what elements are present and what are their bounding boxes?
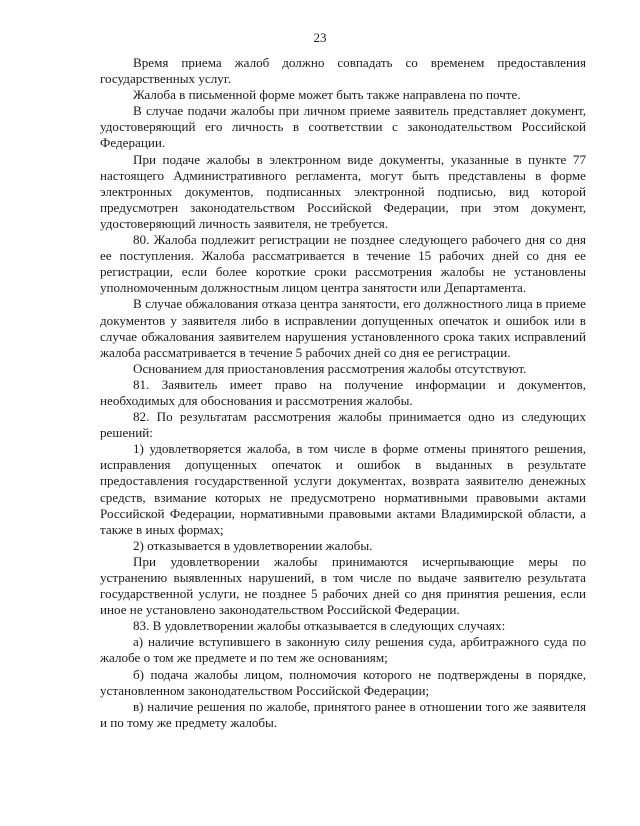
paragraph-decision-1: 1) удовлетворяется жалоба, в том числе в форме отмены принятого решения, исправления допущенных опечаток и ошибок в выданных в результате предоставления государственной услуги документах, возврата заявителю денежных средств, взимание которых не предусмотрено нормативными правовыми актами Российской Федерации, нормативными правовыми актами Владимирской области, а также в иных формах; <box>100 441 586 537</box>
paragraph-decision-2: 2) отказывается в удовлетворении жалобы. <box>133 537 373 553</box>
paragraph-clause-81: 81. Заявитель имеет право на получение информации и документов, необходимых для обоснования и рассмотрения жалобы. <box>100 376 586 408</box>
paragraph-satisfaction-measures: При удовлетворении жалобы принимаются исчерпывающие меры по устранению выявленных нарушений, в том числе по выдаче заявителю результата государственной услуги, не позднее 5 рабочих дней со дня принятия решения, если иное не установлено законодательством Российской Федерации. <box>100 553 586 618</box>
paragraph-clause-83: 83. В удовлетворении жалобы отказывается в следующих случаях: <box>133 618 506 634</box>
paragraph-clause-82: 82. По результатам рассмотрения жалобы принимается одно из следующих решений: <box>100 409 586 441</box>
paragraph-postal-complaint: Жалоба в письменной форме может быть также направлена по почте. <box>133 87 521 103</box>
document-body <box>100 55 586 731</box>
paragraph-no-suspension: Основанием для приостановления рассмотрения жалобы отсутствуют. <box>133 360 527 376</box>
paragraph-appeal-refusal: В случае обжалования отказа центра занятости, его должностного лица в приеме документов у заявителя либо в исправлении допущенных опечаток и ошибок или в случае обжалования заявителем нарушения установленного срока таких исправлений жалоба рассматривается в течение 5 рабочих дней со дня ее регистрации. <box>100 296 586 360</box>
paragraph-refusal-b: б) подача жалобы лицом, полномочия которого не подтверждены в порядке, установленном законодательством Российской Федерации; <box>100 666 586 698</box>
paragraph-personal-reception: В случае подачи жалобы при личном приеме заявитель представляет документ, удостоверяющий его личность в соответствии с законодательством Российской Федерации. <box>100 103 586 151</box>
paragraph-reception-time: Время приема жалоб должно совпадать со временем предоставления государственных услуг. <box>100 55 586 87</box>
page-number: 23 <box>313 30 327 45</box>
paragraph-clause-80: 80. Жалоба подлежит регистрации не позднее следующего рабочего дня со дня ее поступления. Жалоба рассматривается в течение 15 рабочих дней со дня ее регистрации, если более короткие сроки рассмотрения жалобы не установлены уполномоченным должностным лицом центра занятости или Департамента. <box>100 232 586 296</box>
paragraph-refusal-a: а) наличие вступившего в законную силу решения суда, арбитражного суда по жалобе о том же предмете и по тем же основаниям; <box>100 634 586 666</box>
paragraph-electronic-complaint: При подаче жалобы в электронном виде документы, указанные в пункте 77 настоящего Административного регламента, могут быть представлены в форме электронных документов, подписанных электронной подписью, вид которой предусмотрен законодательством Российской Федерации, при этом документ, удостоверяющий личность заявителя, не требуется. <box>100 151 586 231</box>
paragraph-refusal-c: в) наличие решения по жалобе, принятого ранее в отношении того же заявителя и по тому же предмету жалобы. <box>100 698 586 730</box>
